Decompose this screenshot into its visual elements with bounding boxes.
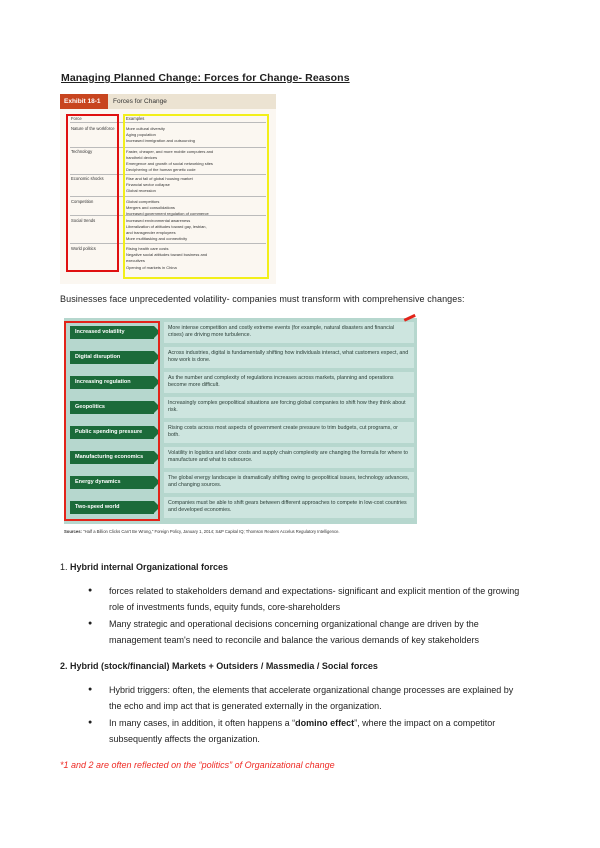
- example-item: Global recession: [126, 188, 156, 193]
- volatility-label: Manufacturing economics: [70, 451, 154, 464]
- volatility-desc: As the number and complexity of regulations increases across markets, planning and operations become more difficult.: [164, 372, 414, 393]
- volatility-label: Increasing regulation: [70, 376, 154, 389]
- volatility-label: Digital disruption: [70, 351, 154, 364]
- examples-highlight-box: [123, 114, 269, 279]
- volatility-desc: The global energy landscape is dramatically shifting owing to geopolitical issues, technology advances, and changing sources.: [164, 472, 414, 493]
- example-item: Aging population: [126, 132, 156, 137]
- example-item: Faster, cheaper, and more mobile computers and: [126, 149, 214, 154]
- example-item: Financial sector collapse: [126, 182, 170, 187]
- example-item: Increased government regulation of commerce: [126, 211, 209, 216]
- example-item: Increased environmental awareness: [126, 218, 191, 223]
- example-item: handheld devices: [126, 155, 158, 160]
- footnote: *1 and 2 are often reflected on the “politics” of Organizational change: [60, 760, 335, 770]
- example-item: Emergence and growth of social networking sites: [126, 161, 213, 166]
- exhibit-tag: Exhibit 18-1: [60, 94, 108, 109]
- bullet-icon: ●: [88, 587, 93, 594]
- exhibit-col-force: Force: [71, 116, 82, 121]
- bullet-icon: ●: [88, 620, 93, 627]
- example-item: Global competitors: [126, 199, 160, 204]
- bullet-text: Hybrid triggers: often, the elements that accelerate organizational change processes are explained by the echo and imp act that is generated externally in the organization.: [109, 685, 514, 711]
- force-highlight-box: [66, 114, 119, 272]
- force-item: Nature of the workforce: [71, 126, 115, 131]
- source-note: [64, 529, 340, 534]
- volatility-desc: Volatility in logistics and labor costs and supply chain complexity are changing the formula for where to manufacture and what to outsource.: [164, 447, 414, 468]
- bullet-text: Many strategic and operational decisions concerning organizational change are driven by the management team's need to reconcile and balance the various demands of key stakeholders: [109, 619, 479, 645]
- example-item: Rising health care costs: [126, 246, 169, 251]
- volatility-desc: Increasingly complex geopolitical situations are forcing global companies to shift how they think about risk.: [164, 397, 414, 418]
- example-item: Negative social attitudes toward business and: [126, 252, 208, 257]
- volatility-desc: Rising costs across most aspects of government create pressure to trim budgets, cut programs, or both.: [164, 422, 414, 443]
- bullet-icon: ●: [88, 719, 93, 726]
- exhibit-col-examples: Examples: [126, 116, 145, 121]
- intro-paragraph: Businesses face unprecedented volatility- companies must transform with comprehensive changes:: [60, 294, 465, 304]
- volatility-desc: More intense competition and costly extreme events (for example, natural disasters and financial crises) are driving more turbulence.: [164, 322, 414, 343]
- bullet-text: forces related to stakeholders demand and expectations- significant and explicit mention of the growing role of investments funds, equity funds, core-shareholders: [109, 586, 520, 612]
- volatility-label: Energy dynamics: [70, 476, 154, 489]
- exhibit-forces-for-change: [60, 94, 276, 284]
- section2-heading: 2. Hybrid (stock/financial) Markets + Outsiders / Massmedia / Social forces: [60, 661, 378, 671]
- force-item: Competition: [71, 199, 94, 204]
- section1-bullet: [88, 583, 528, 615]
- source-text: "Half a Billion Clicks Can't Be Wrong," Foreign Policy, January 1, 2014; S&P Capital IQ; Thomson Reuters Accelus Regulatory Intelligence.: [83, 529, 340, 534]
- bullet-text-pre: In many cases, in addition, it often happens a “: [109, 718, 296, 728]
- force-item: Economic shocks: [71, 176, 104, 181]
- bullet-icon: ●: [88, 686, 93, 693]
- volatility-figure: [61, 318, 417, 544]
- example-item: Liberalization of attitudes toward gay, lesbian,: [126, 224, 207, 229]
- section1-title: Hybrid internal Organizational forces: [70, 562, 229, 572]
- labels-highlight-box: [64, 321, 160, 521]
- force-item: Social trends: [71, 218, 96, 223]
- example-item: and transgender employees: [126, 230, 176, 235]
- domino-effect-term: domino effect: [295, 718, 355, 728]
- section2-bullet: [88, 682, 528, 714]
- section1-number: 1.: [60, 562, 68, 572]
- section2-bullet: [88, 715, 528, 747]
- volatility-label: Two-speed world: [70, 501, 154, 514]
- example-item: Rise and fall of global housing market: [126, 176, 193, 181]
- example-item: Deciphering of the human genetic code: [126, 167, 196, 172]
- example-item: executives: [126, 258, 145, 263]
- bullet-text: [88, 715, 528, 747]
- example-item: More multitasking and connectivity: [126, 236, 188, 241]
- volatility-desc: Across industries, digital is fundamentally shifting how individuals interact, what customers expect, and how work is done.: [164, 347, 414, 368]
- section1-heading: [60, 562, 228, 572]
- volatility-label: Increased volatility: [70, 326, 154, 339]
- section1-bullet: [88, 616, 528, 648]
- volatility-label: Geopolitics: [70, 401, 154, 414]
- force-item: World politics: [71, 246, 96, 251]
- source-label: Sources:: [64, 529, 82, 534]
- volatility-label: Public spending pressure: [70, 426, 154, 439]
- bullet-text-post: ”, where the impact on a competitor subsequently affects the organization.: [109, 718, 496, 744]
- example-item: Opening of markets in China: [126, 265, 177, 270]
- example-item: More cultural diversity: [126, 126, 165, 131]
- volatility-desc: Companies must be able to shift gears between different approaches to compete in low-cost countries and developed economies.: [164, 497, 414, 518]
- example-item: Increased immigration and outsourcing: [126, 138, 195, 143]
- force-item: Technology: [71, 149, 93, 154]
- example-item: Mergers and consolidations: [126, 205, 175, 210]
- exhibit-title: Forces for Change: [113, 98, 167, 105]
- page-title: Managing Planned Change: Forces for Change- Reasons: [61, 72, 350, 84]
